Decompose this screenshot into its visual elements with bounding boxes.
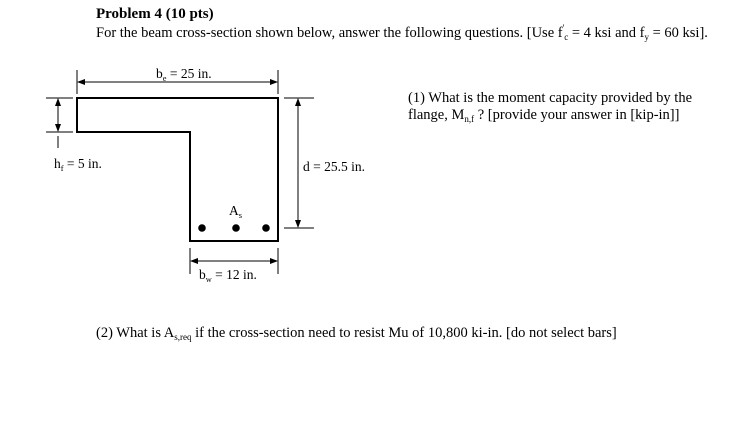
be-subscript: e xyxy=(162,73,167,83)
hf-value: = 5 in. xyxy=(63,156,102,171)
bw-symbol: b xyxy=(199,267,206,282)
intro-text-2: = 4 ksi and f xyxy=(568,24,645,41)
hf-subscript: f xyxy=(60,163,64,173)
q2-subscript: s,req xyxy=(174,331,192,342)
hf-symbol: h xyxy=(54,156,61,171)
q1-subscript: n,f xyxy=(464,113,475,124)
bw-subscript: w xyxy=(205,274,212,284)
rebar-middle xyxy=(232,224,240,232)
be-value: = 25 in. xyxy=(166,66,212,81)
problem-title: Problem 4 (10 pts) xyxy=(96,6,214,22)
rebar-left xyxy=(198,224,206,232)
d-label: d = 25.5 in. xyxy=(303,159,365,174)
fc-subscript: c xyxy=(564,31,569,42)
q2-text: (2) What is A xyxy=(96,325,175,341)
t-beam-outline xyxy=(77,98,278,241)
be-symbol: b xyxy=(156,66,163,81)
q1-text-end: ? [provide your answer in [kip-in]] xyxy=(474,107,680,123)
fy-subscript: y xyxy=(644,31,649,42)
bw-value: = 12 in. xyxy=(211,267,257,282)
intro-text-3: = 60 ksi]. xyxy=(648,24,708,41)
q1-text: (1) What is the moment capacity provided by the flange, M xyxy=(408,90,693,123)
as-subscript: s xyxy=(238,210,243,220)
as-symbol: A xyxy=(229,203,239,218)
q2-text-end: if the cross-section need to resist Mu of 10,800 ki-in. [do not select bars] xyxy=(191,325,617,341)
problem-statement: For the beam cross-section shown below, answer the following questions. [Use $f'_c = 4$ ksi and $f_y = 60$ ksi]. xyxy=(96,23,708,42)
intro-text-1: For the beam cross-section shown below, answer the following questions. [Use f xyxy=(96,24,563,41)
rebar-right xyxy=(262,224,270,232)
